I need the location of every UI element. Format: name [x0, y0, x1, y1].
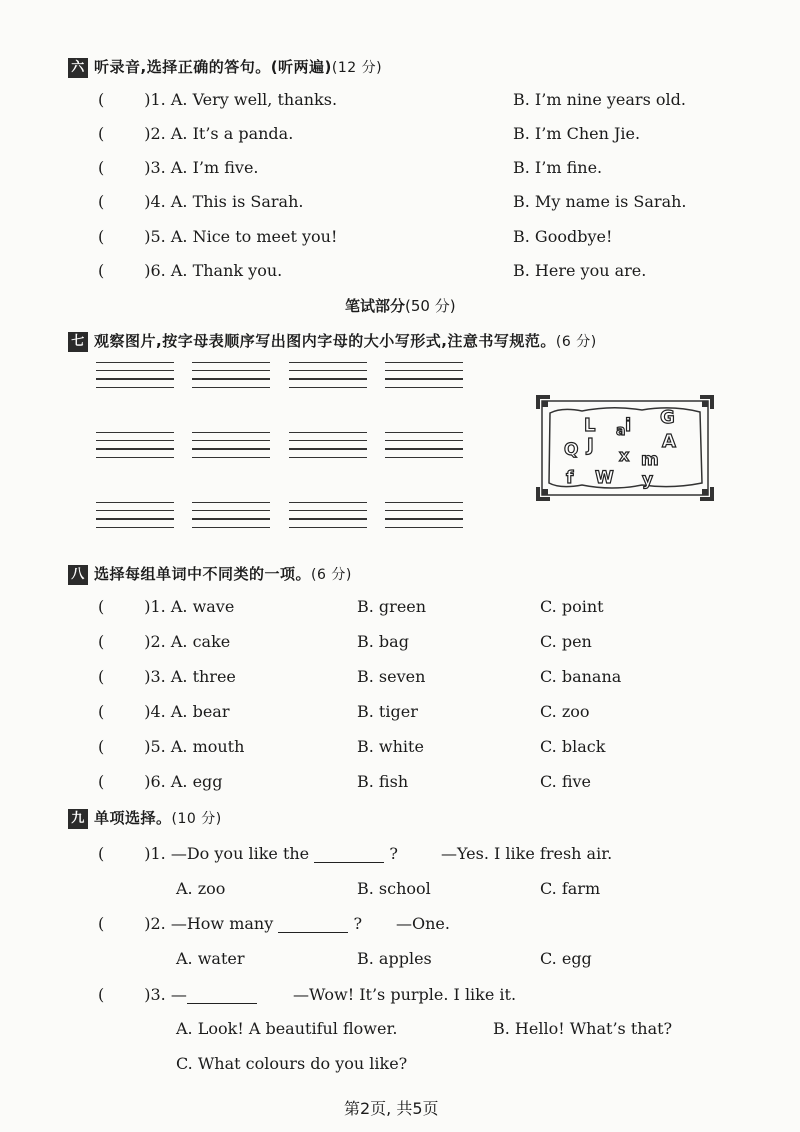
option-a: )4. A. This is Sarah.: [144, 192, 304, 211]
letter-Q: Q: [564, 440, 579, 460]
answer-paren[interactable]: (: [98, 158, 105, 177]
option-a: )6. A. Thank you.: [144, 261, 283, 280]
s9-q2-option-c: C. egg: [540, 949, 592, 968]
letter-m: m: [641, 450, 659, 470]
answer-paren[interactable]: (: [98, 597, 105, 616]
s8-q1-option-b: B. green: [357, 597, 427, 616]
s8-q1: [98, 597, 234, 616]
answer-paren[interactable]: (: [98, 737, 105, 756]
answer-paren[interactable]: (: [98, 192, 105, 211]
s6-q1: [98, 90, 337, 109]
s9-q2-option-b: B. apples: [357, 949, 432, 968]
written-points: (50 分): [405, 297, 456, 315]
option-a: )1. A. Very well, thanks.: [144, 90, 338, 109]
section-9-header: [68, 807, 222, 829]
s9-q1-option-c: C. farm: [540, 879, 601, 898]
writing-lines[interactable]: [96, 362, 174, 395]
answer-paren[interactable]: (: [98, 914, 105, 933]
s8-q4: [98, 702, 229, 721]
writing-lines[interactable]: [192, 432, 270, 465]
letter-i: i: [625, 415, 632, 436]
writing-lines[interactable]: [385, 432, 463, 465]
section-8-header: [68, 563, 352, 585]
letter-G: G: [660, 407, 675, 428]
s9-q1: [98, 844, 398, 863]
s9-q1-stem: )1. —Do you like the: [144, 844, 310, 863]
letter-J: J: [587, 435, 594, 456]
option-a: )1. A. wave: [144, 597, 235, 616]
s9-q2-stem: )2. —How many: [144, 914, 274, 933]
page-footer: 第2页, 共5页: [344, 1099, 439, 1118]
section-6-points: (12 分): [331, 60, 383, 76]
s6-q2-option-b: B. I’m Chen Jie.: [513, 124, 641, 143]
section-9-badge: 九: [68, 809, 88, 829]
letter-L: L: [584, 415, 596, 436]
option-a: )2. A. cake: [144, 632, 231, 651]
s6-q5: [98, 227, 337, 246]
s8-q2: [98, 632, 230, 651]
written-part-title: [345, 295, 456, 316]
section-9-title: 单项选择。: [94, 809, 172, 827]
s6-q3: [98, 158, 259, 177]
s8-q6-option-b: B. fish: [357, 772, 409, 791]
option-a: )5. A. Nice to meet you!: [144, 227, 338, 246]
s9-q3: [98, 985, 257, 1004]
section-8-title: 选择每组单词中不同类的一项。: [94, 565, 312, 583]
answer-paren[interactable]: (: [98, 667, 105, 686]
letter-f: f: [566, 468, 574, 488]
s6-q4-option-b: B. My name is Sarah.: [513, 192, 687, 211]
option-a: )4. A. bear: [144, 702, 230, 721]
s9-q2-answer: —One.: [396, 914, 450, 933]
letter-a: a: [616, 423, 626, 439]
s9-q1-option-a: A. zoo: [176, 879, 226, 898]
writing-lines[interactable]: [192, 502, 270, 535]
option-a: )5. A. mouth: [144, 737, 245, 756]
writing-lines[interactable]: [385, 502, 463, 535]
s9-q1-answer: —Yes. I like fresh air.: [441, 844, 613, 863]
writing-lines[interactable]: [385, 362, 463, 395]
answer-paren[interactable]: (: [98, 227, 105, 246]
letter-y: y: [642, 470, 654, 490]
s8-q2-option-c: C. pen: [540, 632, 592, 651]
answer-paren[interactable]: (: [98, 702, 105, 721]
s6-q2: [98, 124, 293, 143]
s6-q5-option-b: B. Goodbye!: [513, 227, 613, 246]
section-8-points: (6 分): [311, 567, 352, 583]
s8-q3: [98, 667, 236, 686]
s8-q4-option-c: C. zoo: [540, 702, 590, 721]
answer-paren[interactable]: (: [98, 772, 105, 791]
section-8-badge: 八: [68, 565, 88, 585]
option-a: )3. A. I’m five.: [144, 158, 259, 177]
fill-blank[interactable]: [314, 862, 384, 863]
s9-q3-option-c: C. What colours do you like?: [176, 1054, 408, 1073]
s9-q3-option-b: B. Hello! What’s that?: [493, 1019, 673, 1038]
answer-paren[interactable]: (: [98, 632, 105, 651]
answer-paren[interactable]: (: [98, 985, 105, 1004]
s8-q1-option-c: C. point: [540, 597, 604, 616]
s8-q6: [98, 772, 223, 791]
option-a: )2. A. It’s a panda.: [144, 124, 294, 143]
s6-q6-option-b: B. Here you are.: [513, 261, 647, 280]
s9-q3-option-a: A. Look! A beautiful flower.: [176, 1019, 398, 1038]
s8-q2-option-b: B. bag: [357, 632, 409, 651]
s6-q4: [98, 192, 303, 211]
section-6-title: 听录音,选择正确的答句。(听两遍): [94, 58, 332, 76]
letter-W: W: [595, 468, 614, 488]
section-9-points: (10 分): [171, 811, 222, 827]
s9-q2-mark: ?: [353, 914, 363, 933]
letters-picture: [532, 393, 718, 503]
answer-paren[interactable]: (: [98, 90, 105, 109]
fill-blank[interactable]: [187, 1003, 257, 1004]
s8-q3-option-b: B. seven: [357, 667, 426, 686]
letter-A: A: [662, 431, 676, 452]
section-6-header: [68, 56, 382, 78]
answer-paren[interactable]: (: [98, 124, 105, 143]
s9-q1-option-b: B. school: [357, 879, 431, 898]
section-7-header: [68, 330, 597, 352]
writing-lines[interactable]: [289, 432, 367, 465]
writing-lines[interactable]: [96, 432, 174, 465]
s6-q3-option-b: B. I’m fine.: [513, 158, 603, 177]
section-7-badge: 七: [68, 332, 88, 352]
section-7-title: 观察图片,按字母表顺序写出图内字母的大小写形式,注意书写规范。: [94, 332, 556, 350]
letter-x: x: [619, 446, 630, 465]
s6-q1-option-b: B. I’m nine years old.: [513, 90, 686, 109]
s9-q2-option-a: A. water: [176, 949, 245, 968]
written-title-text: 笔试部分: [345, 297, 406, 315]
writing-lines[interactable]: [289, 502, 367, 535]
s9-q3-answer: —Wow! It’s purple. I like it.: [293, 985, 517, 1004]
option-a: )6. A. egg: [144, 772, 223, 791]
s6-q6: [98, 261, 282, 280]
s9-q1-mark: ?: [389, 844, 398, 863]
s8-q3-option-c: C. banana: [540, 667, 622, 686]
answer-paren[interactable]: (: [98, 844, 105, 863]
writing-lines[interactable]: [96, 502, 174, 535]
s9-q2: [98, 914, 362, 933]
s9-q3-stem: )3. —: [144, 985, 187, 1004]
answer-paren[interactable]: (: [98, 261, 105, 280]
s8-q5-option-b: B. white: [357, 737, 424, 756]
fill-blank[interactable]: [278, 932, 348, 933]
writing-lines[interactable]: [289, 362, 367, 395]
option-a: )3. A. three: [144, 667, 236, 686]
writing-lines[interactable]: [192, 362, 270, 395]
s8-q6-option-c: C. five: [540, 772, 592, 791]
s8-q5-option-c: C. black: [540, 737, 606, 756]
s8-q4-option-b: B. tiger: [357, 702, 418, 721]
section-6-badge: 六: [68, 58, 88, 78]
s8-q5: [98, 737, 244, 756]
section-7-points: (6 分): [555, 334, 597, 350]
